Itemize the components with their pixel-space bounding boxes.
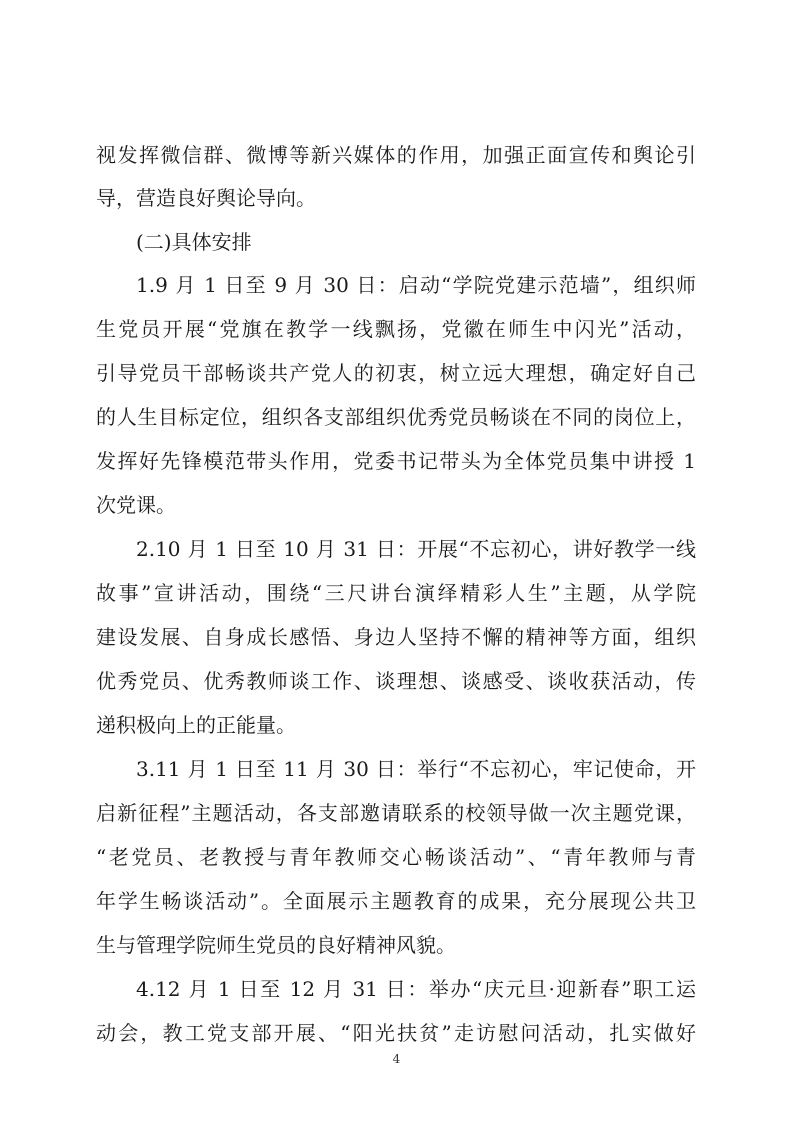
text-line: 动会，教工党支部开展、“阳光扶贫”走访慰问活动，扎实做好 [96,1021,696,1045]
text-line: 1.9 月 1 日至 9 月 30 日：启动“学院党建示范墙”，组织师 [136,273,696,297]
text-line: 生与管理学院师生党员的良好精神风貌。 [96,933,456,957]
text-line: 生党员开展“党旗在教学一线飘扬，党徽在师生中闪光”活动， [96,317,696,341]
text-line: 3.11 月 1 日至 11 月 30 日：举行“不忘初心，牢记使命，开 [136,757,696,781]
text-line: 年学生畅谈活动”。全面展示主题教育的成果，充分展现公共卫 [96,889,696,913]
text-line: 视发挥微信群、微博等新兴媒体的作用，加强正面宣传和舆论引 [96,143,696,167]
text-line: 导，营造良好舆论导向。 [96,186,316,210]
text-line: 优秀党员、优秀教师谈工作、谈理想、谈感受、谈收获活动，传 [96,669,696,693]
page-number: 4 [392,1052,401,1066]
text-line: 2.10 月 1 日至 10 月 31 日：开展“不忘初心，讲好教学一线 [136,537,696,561]
text-line: “老党员、老教授与青年教师交心畅谈活动”、“青年教师与青 [96,845,696,869]
section-heading: (二)具体安排 [136,230,252,254]
text-line: 递积极向上的正能量。 [96,713,296,737]
text-line: 引导党员干部畅谈共产党人的初衷，树立远大理想，确定好自己 [96,361,696,385]
text-line: 发挥好先锋模范带头作用，党委书记带头为全体党员集中讲授 1 [96,449,696,473]
text-line: 故事”宣讲活动，围绕“三尺讲台演绎精彩人生”主题，从学院 [96,581,696,605]
text-line: 建设发展、自身成长感悟、身边人坚持不懈的精神等方面，组织 [96,625,696,649]
text-line: 启新征程”主题活动，各支部邀请联系的校领导做一次主题党课， [96,801,696,825]
text-line: 的人生目标定位，组织各支部组织优秀党员畅谈在不同的岗位上， [96,405,696,429]
text-line: 次党课。 [96,493,176,517]
text-line: 4.12 月 1 日至 12 月 31 日：举办“庆元旦·迎新春”职工运 [136,977,696,1001]
